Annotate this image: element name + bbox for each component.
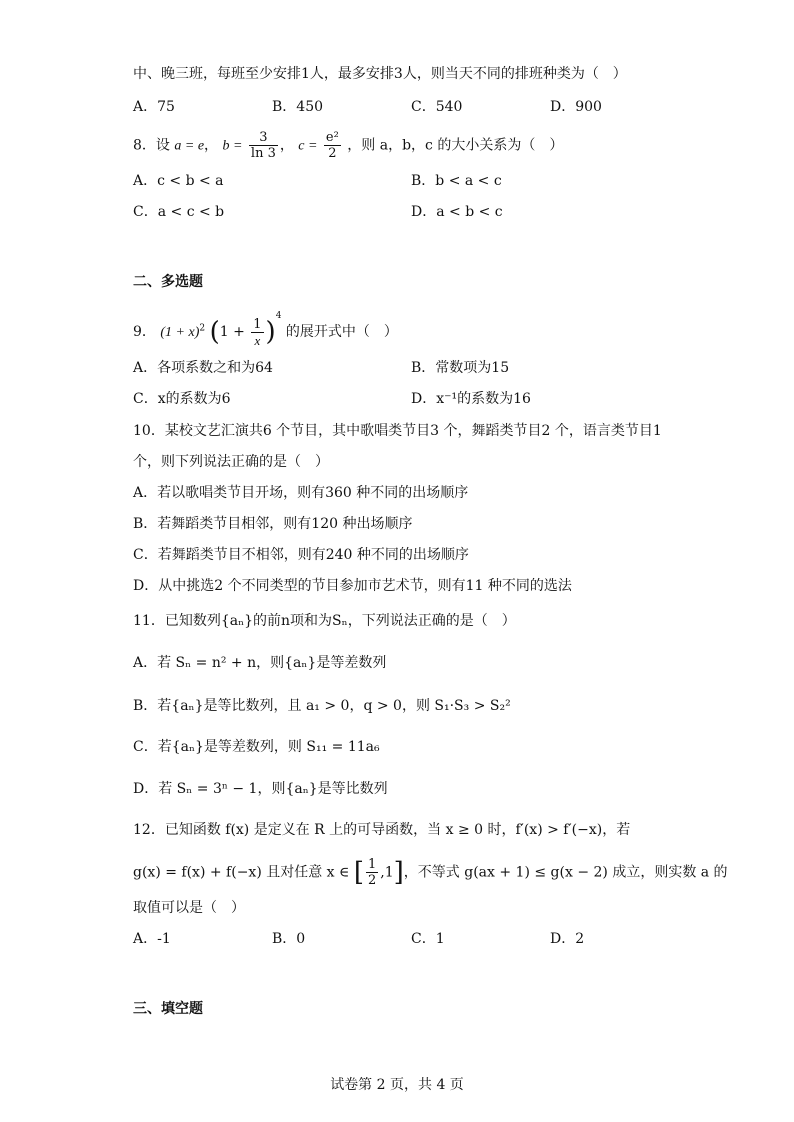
q11-option-a: A．若 Sₙ = n² + n，则{aₙ}是等差数列 <box>133 655 387 671</box>
q11-option-b: B．若{aₙ}是等比数列，且 a₁ > 0，q > 0，则 S₁·S₃ > S₂² <box>133 698 511 714</box>
q7-option-d: D．900 <box>550 99 602 115</box>
q10-option-a: A．若以歌唱类节目开场，则有360 种不同的出场顺序 <box>133 485 469 501</box>
q9-left-paren: ( <box>209 317 220 347</box>
q8-b-denominator: ln 3 <box>250 146 276 161</box>
q9-exp4: 4 <box>275 311 282 321</box>
q12-interval-den: 2 <box>368 873 377 888</box>
q9-frac-den: x <box>254 332 261 348</box>
q7-stem-continuation: 中、晚三班，每班至少安排1人，最多安排3人，则当天不同的排班种类为（ ） <box>133 66 627 82</box>
q10-stem-line1: 10．某校文艺汇演共6 个节目，其中歌唱类节目3 个，舞蹈类节目2 个，语言类节目1 <box>133 423 662 439</box>
q8-b-lhs: b = <box>222 138 243 154</box>
q12-option-a: A．-1 <box>133 931 171 947</box>
q11-option-c: C．若{aₙ}是等差数列，则 S₁₁ = 11a₆ <box>133 739 380 755</box>
q8-number: 8．设 <box>133 137 170 154</box>
q10-stem-line2: 个，则下列说法正确的是（ ） <box>133 454 329 470</box>
q8-c-fraction <box>324 130 341 161</box>
q9-exp2: 2 <box>199 323 206 334</box>
q8-a-def: a = e <box>174 138 205 154</box>
q8-option-a: A．c < b < a <box>133 173 224 189</box>
q12-right-bracket: ] <box>393 857 404 888</box>
q12-option-b: B．0 <box>272 931 306 947</box>
q9-frac-num: 1 <box>253 316 262 332</box>
q9-right-paren: ) <box>265 317 276 347</box>
q10-option-d: D．从中挑选2 个不同类型的节目参加市艺术节，则有11 种不同的选法 <box>133 578 572 594</box>
q8-b-fraction <box>249 130 278 161</box>
q9-option-c: C．x的系数为6 <box>133 391 231 407</box>
q10-option-b: B．若舞蹈类节目相邻，则有120 种出场顺序 <box>133 516 413 532</box>
page-footer: 试卷第 2 页，共 4 页 <box>330 1077 464 1093</box>
q8-option-b: B．b < a < c <box>411 173 502 189</box>
q12-option-d: D．2 <box>550 931 585 947</box>
q12-line2-a: g(x) = f(x) + f(−x) 且对任意 x ∈ <box>133 864 350 881</box>
q8-option-d: D．a < b < c <box>411 204 503 220</box>
q9-option-b: B．常数项为15 <box>411 360 510 376</box>
q8-c-denominator: 2 <box>328 146 337 161</box>
q11-stem: 11．已知数列{aₙ}的前n项和为Sₙ，下列说法正确的是（ ） <box>133 613 516 629</box>
section-title-fill-in: 三、填空题 <box>133 1001 203 1017</box>
q8-suffix: ，则 a，b，c 的大小关系为（ ） <box>347 137 564 154</box>
q12-interval-tail: ,1 <box>380 864 394 881</box>
q12-line2-b: ，不等式 g(ax + 1) ≤ g(x − 2) 成立，则实数 a 的 <box>403 864 728 881</box>
q8-stem: 8．设 a = e， b = $\frac{3}{\ln 3}$ ， c = $\frac{\text{e²}}{2}$ ，则 a，b，c 的大小关系为（ ） <box>133 130 564 161</box>
q7-option-b: B．450 <box>272 99 324 115</box>
q12-stem-line1: 12．已知函数 f(x) 是定义在 R 上的可导函数，当 x ≥ 0 时，f′(x) > f′(−x)，若 <box>133 822 631 838</box>
q8-option-c: C．a < c < b <box>133 204 225 220</box>
q9-stem <box>133 306 398 348</box>
q9-expr-left: (1 + x) <box>160 325 200 340</box>
q12-option-c: C．1 <box>411 931 445 947</box>
q8-c-numerator: e² <box>325 130 339 145</box>
q7-option-a: A．75 <box>133 99 175 115</box>
q12-interval-num: 1 <box>368 857 377 872</box>
q9-option-a: A．各项系数之和为64 <box>133 360 273 376</box>
q11-option-d: D．若 Sₙ = 3ⁿ − 1，则{aₙ}是等比数列 <box>133 781 388 797</box>
q9-fraction <box>251 317 263 348</box>
q8-c-lhs: c = <box>298 138 318 154</box>
q10-option-c: C．若舞蹈类节目不相邻，则有240 种不同的出场顺序 <box>133 547 469 563</box>
q9-suffix: 的展开式中（ ） <box>285 324 398 340</box>
q12-stem-line3: 取值可以是（ ） <box>133 900 245 916</box>
q12-interval-fraction <box>366 857 378 888</box>
q9-expr-inner: 1 + <box>219 324 245 340</box>
q12-stem-line2 <box>133 857 728 888</box>
q7-option-c: C．540 <box>411 99 463 115</box>
section-title-multiple-choice: 二、多选题 <box>133 274 203 290</box>
q9-option-d: D．x⁻¹的系数为16 <box>411 391 531 407</box>
q12-left-bracket: [ <box>353 857 364 888</box>
q9-number: 9． <box>133 324 156 340</box>
q8-b-numerator: 3 <box>249 130 278 146</box>
